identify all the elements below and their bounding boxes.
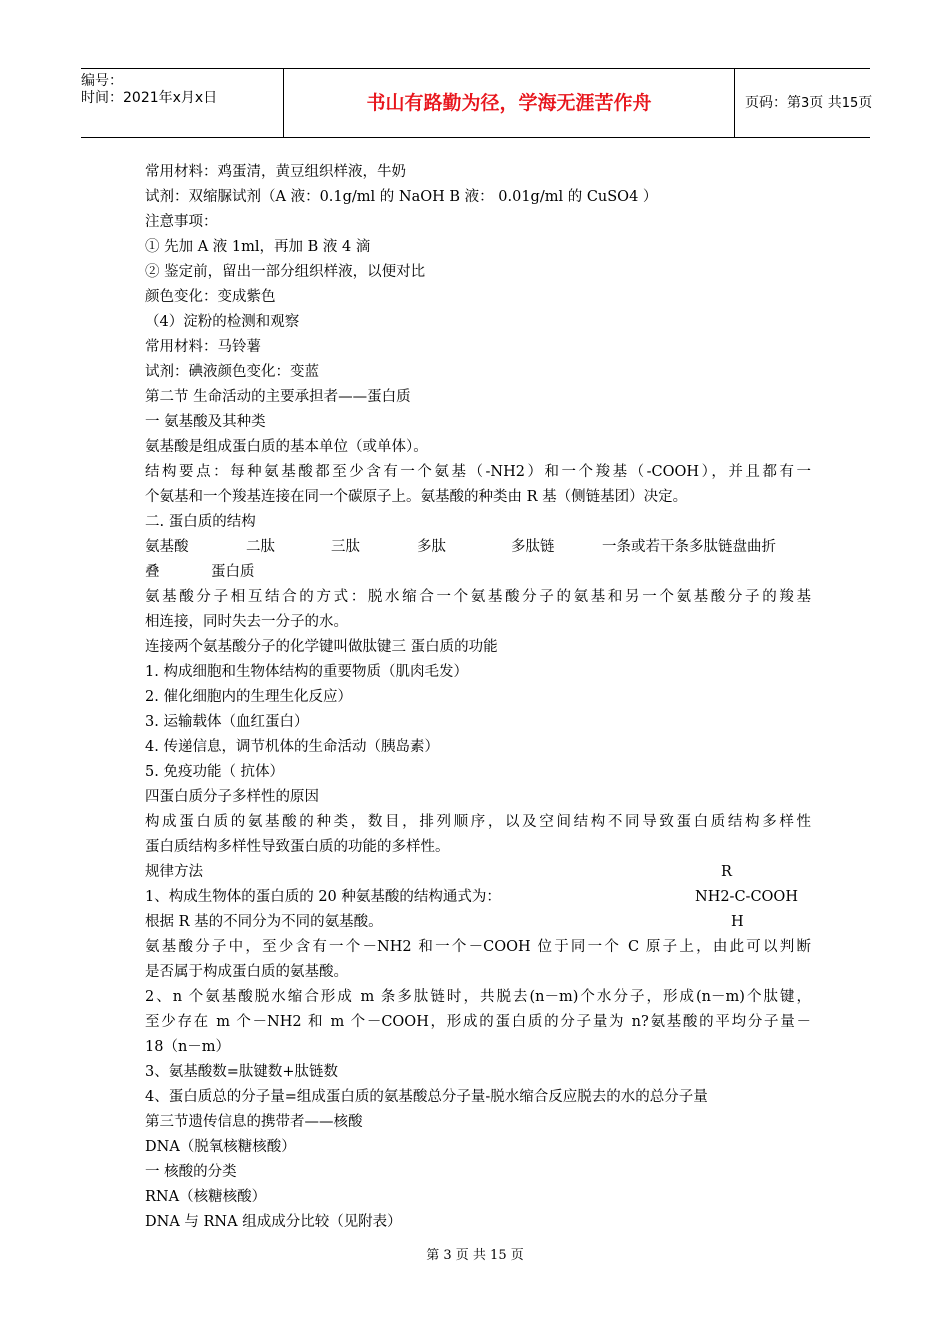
text-line: 注意事项： <box>145 214 218 230</box>
page-header <box>81 68 873 138</box>
text-line: RNA（核糖核酸） <box>145 1189 267 1205</box>
formula-line-bottom <box>145 910 811 935</box>
text-line: 试剂：双缩脲试剂（A 液：0.1g/ml 的 NaOH B 液： 0.01g/ml 的 CuSO4 ） <box>145 189 658 205</box>
text-line: 常用材料：鸡蛋清，黄豆组织样液，牛奶 <box>145 164 406 180</box>
document-body <box>145 160 811 1235</box>
header-meta <box>81 69 283 137</box>
header-page-info <box>735 69 873 137</box>
list-item: 3. 运输载体（血红蛋白） <box>145 714 309 730</box>
text-line: （4）淀粉的检测和观察 <box>145 314 300 330</box>
page-total: 15 <box>841 96 859 111</box>
text-line: 一 核酸的分类 <box>145 1164 237 1180</box>
text-line: 构成蛋白质的氨基酸的种类，数目，排列顺序，以及空间结构不同导致蛋白质结构多样性 <box>145 814 811 830</box>
date-label: 时间：2021年x月x日 <box>81 90 218 106</box>
text-line: 4、蛋白质总的分子量=组成蛋白质的氨基酸总分子量-脱水缩合反应脱去的水的总分子量 <box>145 1089 708 1105</box>
seq-tripeptide: 三肽 <box>331 539 360 555</box>
text-line: 结构要点：每种氨基酸都至少含有一个氨基（-NH2）和一个羧基（-COOH），并且都有一 <box>145 464 811 480</box>
seq-polypeptide: 多肽 <box>417 539 446 555</box>
text-line: ① 先加 A 液 1ml，再加 B 液 4 滴 <box>145 239 371 255</box>
text-line: 四蛋白质分子多样性的原因 <box>145 789 319 805</box>
text-line: 个氨基和一个羧基连接在同一个碳原子上。氨基酸的种类由 R 基（侧链基团）决定。 <box>145 489 688 505</box>
header-motto: 书山有路勤为径，学海无涯苦作舟 <box>283 69 735 137</box>
list-item: 5. 免疫功能（ 抗体） <box>145 764 285 780</box>
text-line: DNA 与 RNA 组成成分比较（见附表） <box>145 1214 402 1230</box>
text-line: 18（n－m） <box>145 1039 231 1055</box>
seq-amino-acid: 氨基酸 <box>145 539 189 555</box>
text-line: 至少存在 m 个－NH2 和 m 个－COOH，形成的蛋白质的分子量为 n?氨基酸的平均分子量－ <box>145 1014 811 1030</box>
text-segment: 规律方法 <box>145 864 203 880</box>
list-item: 2. 催化细胞内的生理生化反应） <box>145 689 352 705</box>
formula-backbone: NH2-C-COOH <box>695 889 798 905</box>
page-mid: 页 共 <box>809 95 842 111</box>
text-line: 试剂：碘液颜色变化：变蓝 <box>145 364 319 380</box>
text-line: 连接两个氨基酸分子的化学键叫做肽键三 蛋白质的功能 <box>145 639 498 655</box>
formula-hydrogen: H <box>731 914 744 930</box>
text-line: 3、氨基酸数=肽键数+肽链数 <box>145 1064 339 1080</box>
text-line: DNA（脱氧核糖核酸） <box>145 1139 296 1155</box>
text-line: 是否属于构成蛋白质的氨基酸。 <box>145 964 348 980</box>
text-line: 常用材料：马铃薯 <box>145 339 261 355</box>
text-line: ② 鉴定前，留出一部分组织样液，以便对比 <box>145 264 426 280</box>
text-segment: 根据 R 基的不同分为不同的氨基酸。 <box>145 914 383 930</box>
text-segment: 1、构成生物体的蛋白质的 20 种氨基酸的结构通式为： <box>145 889 501 905</box>
number-label: 编号： <box>81 73 123 89</box>
text-line: 一 氨基酸及其种类 <box>145 414 266 430</box>
text-line: 氨基酸是组成蛋白质的基本单位（或单体）。 <box>145 439 428 455</box>
list-item: 4. 传递信息，调节机体的生命活动（胰岛素） <box>145 739 439 755</box>
structure-sequence-line <box>145 535 811 560</box>
seq-dipeptide: 二肽 <box>246 539 275 555</box>
text-line: 氨基酸分子相互结合的方式：脱水缩合一个氨基酸分子的氨基和另一个氨基酸分子的羧基 <box>145 589 811 605</box>
page-current: 3 <box>801 96 810 111</box>
seq-polypeptide-chain: 多肽链 <box>511 539 555 555</box>
page-footer: 第 3 页 共 15 页 <box>426 1248 524 1263</box>
section-heading: 第二节 生命活动的主要承担者——蛋白质 <box>145 389 411 405</box>
formula-line-mid <box>145 885 811 910</box>
text-line: 氨基酸分子中，至少含有一个－NH2 和一个－COOH 位于同一个 C 原子上，由此可以判断 <box>145 939 811 955</box>
page-suffix: 页 <box>858 95 873 111</box>
structure-sequence-line-2 <box>145 560 811 585</box>
text-line: 颜色变化：变成紫色 <box>145 289 276 305</box>
section-heading: 第三节遗传信息的携带者——核酸 <box>145 1114 363 1130</box>
formula-r-group: R <box>721 864 732 880</box>
seq-folding: 一条或若干条多肽链盘曲折 <box>602 539 776 555</box>
text-line: 二. 蛋白质的结构 <box>145 514 256 530</box>
text-line: 相连接，同时失去一分子的水。 <box>145 614 348 630</box>
list-item: 1. 构成细胞和生物体结构的重要物质（肌肉毛发） <box>145 664 468 680</box>
seq-folding-cont: 叠 <box>145 564 160 580</box>
page-prefix: 页码：第 <box>745 95 801 111</box>
seq-protein: 蛋白质 <box>211 564 255 580</box>
text-line: 2、n 个氨基酸脱水缩合形成 m 条多肽链时，共脱去(n－m)个水分子，形成(n－m)个肽键， <box>145 989 811 1005</box>
text-line: 蛋白质结构多样性导致蛋白质的功能的多样性。 <box>145 839 450 855</box>
formula-line-top <box>145 860 811 885</box>
